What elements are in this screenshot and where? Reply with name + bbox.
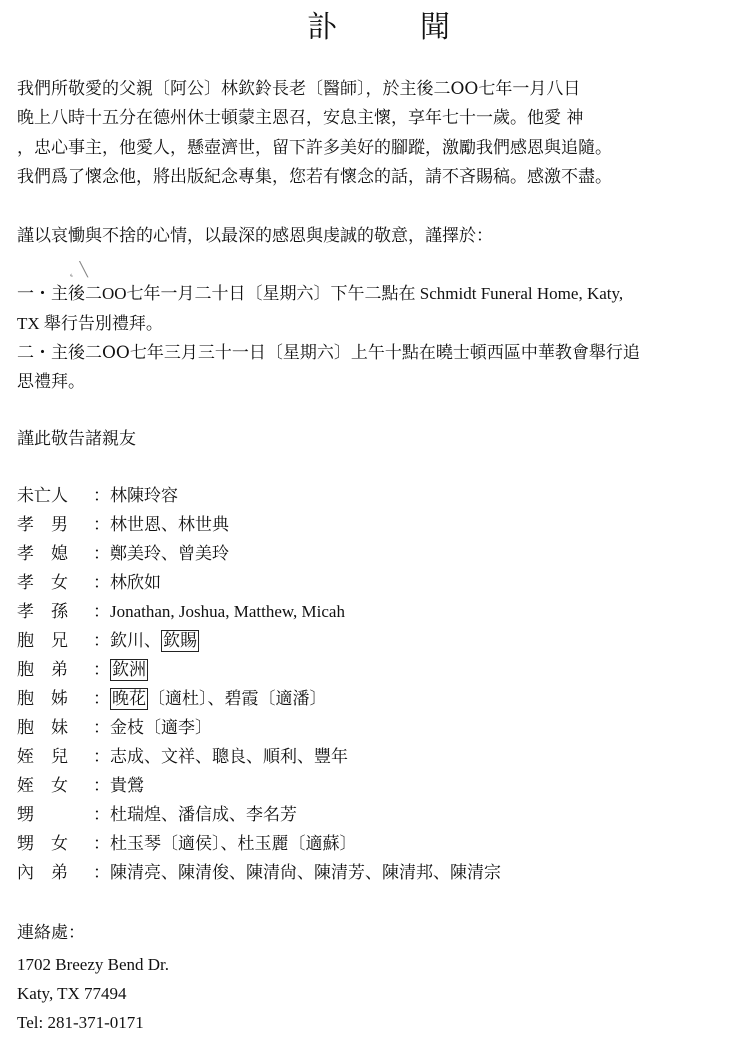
family-row: 孝 男 ：林世恩、林世典 bbox=[17, 515, 229, 535]
intro-line-4: 我們爲了懷念他，將出版紀念專集，您若有懷念的話，請不吝賜稿。感激不盡。 bbox=[17, 167, 612, 187]
boxed-name: 欽賜 bbox=[163, 631, 197, 651]
family-names: 杜玉琴〔適侯〕、杜玉麗〔適蘇〕 bbox=[110, 834, 357, 854]
family-label: 胞 姊 bbox=[17, 689, 68, 709]
family-names: 〔適杜〕、碧霞〔適潘〕 bbox=[148, 689, 327, 709]
family-row: 胞 弟 ： 欽洲 bbox=[17, 660, 146, 680]
service-2-line-2: 思禮拜。 bbox=[17, 372, 85, 392]
family-row: 姪 兒 ：志成、文祥、聰良、順利、豐年 bbox=[17, 747, 348, 767]
family-row: 甥 ：杜瑞煌、潘信成、李名芳 bbox=[17, 805, 297, 825]
family-row: 未亡人 ：林陳玲容 bbox=[17, 486, 178, 506]
family-row: 孝 媳 ：鄭美玲、曾美玲 bbox=[17, 544, 229, 564]
family-names: 金枝〔適李〕 bbox=[110, 718, 212, 738]
page-title bbox=[0, 8, 748, 48]
family-row: 孝 女 ：林欣如 bbox=[17, 573, 161, 593]
family-row: 孝 孫 ：Jonathan, Joshua, Matthew, Micah bbox=[17, 602, 345, 621]
family-names: Jonathan, Joshua, Matthew, Micah bbox=[110, 602, 345, 621]
notice-line: 謹此敬告諸親友 bbox=[17, 429, 136, 449]
family-names: 志成、文祥、聰良、順利、豐年 bbox=[110, 747, 348, 767]
service-1-line-1: 一・主後二OO七年一月二十日〔星期六〕下午二點在 Schmidt Funeral Home, Katy, bbox=[17, 284, 624, 303]
family-label: 孝 男 bbox=[17, 515, 68, 535]
family-row: 內 弟 ：陳清亮、陳清俊、陳清尙、陳清芳、陳清邦、陳清宗 bbox=[17, 863, 501, 883]
boxed-name: 晚花 bbox=[112, 689, 146, 709]
intro-line-1: 我們所敬愛的父親〔阿公〕林欽鈴長老〔醫師〕，於主後二OO七年一月八日 bbox=[17, 79, 581, 99]
family-names: 陳清亮、陳清俊、陳清尙、陳清芳、陳清邦、陳清宗 bbox=[110, 863, 501, 883]
family-row: 胞 妹 ：金枝〔適李〕 bbox=[17, 718, 212, 738]
family-names: 林世恩、林世典 bbox=[110, 515, 229, 535]
stray-mark: ˛ ╲ bbox=[68, 262, 88, 278]
family-label: 胞 妹 bbox=[17, 718, 68, 738]
family-label: 姪 女 bbox=[17, 776, 68, 796]
contact-address-1: 1702 Breezy Bend Dr. bbox=[17, 955, 170, 974]
intro-line-3: ，忠心事主，他愛人，懸壺濟世，留下許多美好的腳蹤，激勵我們感恩與追隨。 bbox=[17, 138, 612, 158]
family-names: 貴鶯 bbox=[110, 776, 144, 796]
service-intro: 謹以哀慟與不捨的心情，以最深的感恩與虔誠的敬意，謹擇於： bbox=[17, 226, 493, 246]
family-label: 孝 媳 bbox=[17, 544, 68, 564]
title-char-2: 聞 bbox=[420, 10, 450, 45]
family-label: 孝 女 bbox=[17, 573, 68, 593]
family-row: 姪 女 ：貴鶯 bbox=[17, 776, 144, 796]
family-label: 甥 女 bbox=[17, 834, 68, 854]
family-row: 胞 姊 ： 晚花 〔適杜〕、碧霞〔適潘〕 bbox=[17, 689, 327, 709]
boxed-name: 欽洲 bbox=[112, 660, 146, 680]
family-label: 內 弟 bbox=[17, 863, 68, 883]
family-label: 孝 孫 bbox=[17, 602, 68, 621]
family-label: 姪 兒 bbox=[17, 747, 68, 767]
family-label: 胞 兄 bbox=[17, 631, 68, 651]
family-row: 胞 兄 ：欽川、 欽賜 bbox=[17, 631, 197, 651]
family-names: 林欣如 bbox=[110, 573, 161, 593]
family-names: 林陳玲容 bbox=[110, 486, 178, 506]
family-label: 未亡人 bbox=[17, 486, 68, 506]
service-1-line-2: TX 舉行告別禮拜。 bbox=[17, 314, 163, 333]
family-label: 胞 弟 bbox=[17, 660, 68, 680]
family-names: 鄭美玲、曾美玲 bbox=[110, 544, 229, 564]
contact-heading: 連絡處： bbox=[17, 923, 85, 943]
contact-address-2: Katy, TX 77494 bbox=[17, 984, 127, 1003]
family-label: 甥 bbox=[17, 805, 34, 825]
intro-line-2: 晚上八時十五分在德州休士頓蒙主恩召，安息主懷，享年七十一歲。他愛 神 bbox=[17, 108, 584, 128]
family-row: 甥 女 ：杜玉琴〔適侯〕、杜玉麗〔適蘇〕 bbox=[17, 834, 357, 854]
title-char-1: 訃 bbox=[307, 10, 337, 45]
family-names: 杜瑞煌、潘信成、李名芳 bbox=[110, 805, 297, 825]
contact-phone: Tel: 281-371-0171 bbox=[17, 1013, 144, 1032]
family-names: 欽川、 bbox=[110, 631, 161, 651]
service-2-line-1: 二・主後二OO七年三月三十一日〔星期六〕上午十點在曉士頓西區中華教會舉行追 bbox=[17, 343, 640, 363]
